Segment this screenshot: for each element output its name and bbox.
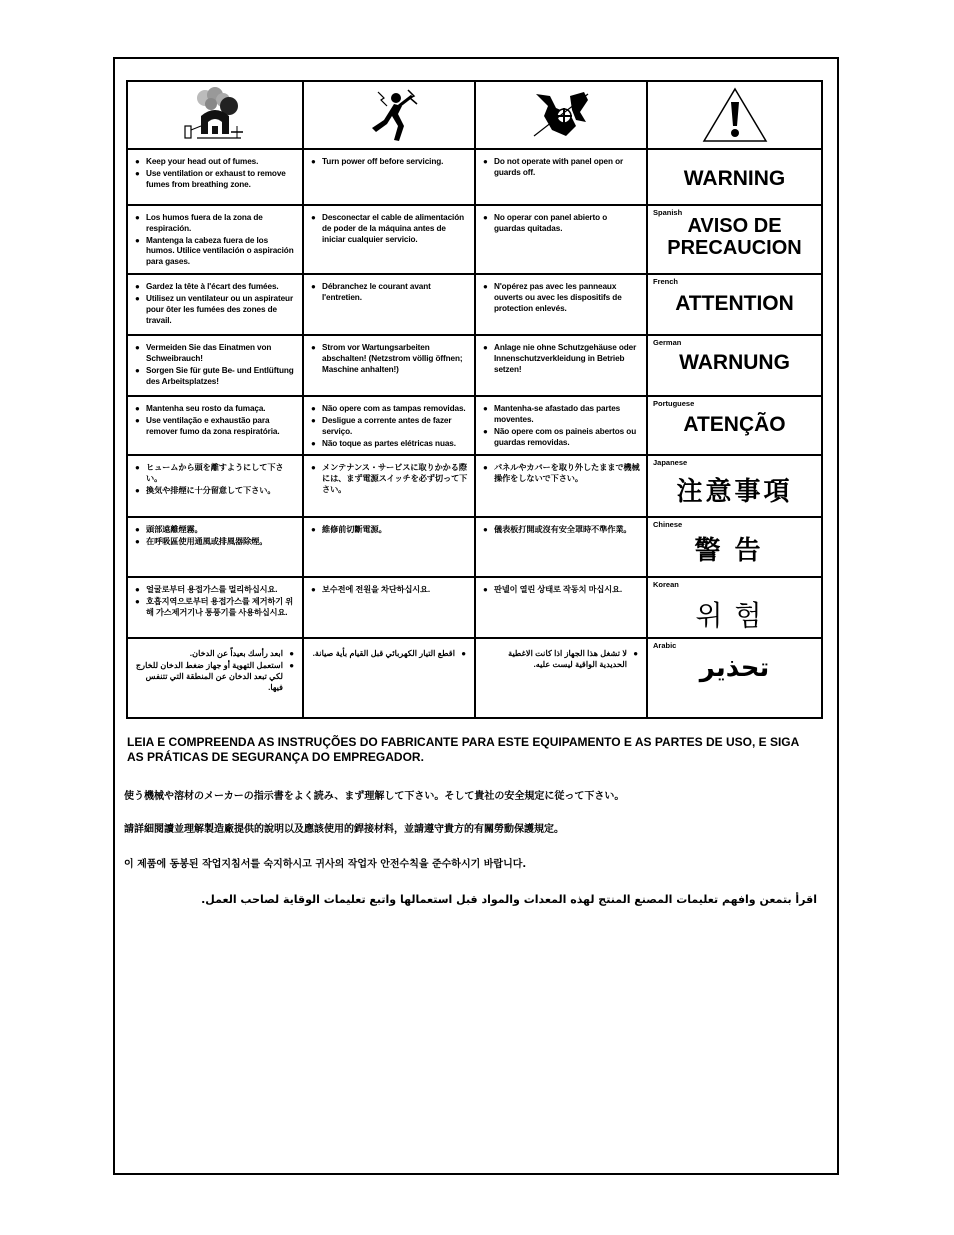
warning-word-german: WARNUNG	[679, 351, 790, 375]
list-item: ● 판넬이 열린 상태로 작동치 마십시요.	[483, 585, 640, 596]
list-item: ● لا تشغل هذا الجهاز اذا كانت الاغطية الحديدية الواقية ليست عليه.	[482, 649, 638, 671]
list-item: ● Sorgen Sie für gute Be- und Entlüftung des Arbeitsplatzes!	[135, 366, 296, 388]
warning-triangle-icon-cell	[647, 81, 822, 149]
warning-word-cell	[647, 517, 822, 577]
warning-word-french: ATTENTION	[675, 292, 794, 316]
list-item: ● Los humos fuera de la zona de respiración.	[135, 213, 296, 235]
guard-instructions-korean	[476, 578, 646, 601]
list-item: ● 在呼吸區使用通風或排風器除煙。	[135, 537, 296, 548]
list-item: ● Desconectar el cable de alimentación de poder de la máquina antes de iniciar cualquier servicio.	[311, 213, 468, 245]
shock-instructions-japanese	[304, 456, 474, 500]
warning-word-arabic: تحذير	[699, 653, 770, 684]
list-item: ● 儀表板打開或沒有安全罩時不準作業。	[483, 525, 640, 536]
language-label: Chinese	[653, 520, 683, 530]
spanish-row	[127, 205, 822, 274]
shock-instructions-korean	[304, 578, 474, 601]
list-item: ● 보수전에 전원을 차단하십시요.	[311, 585, 468, 596]
list-item: ● Mantenha seu rosto da fumaça.	[135, 404, 296, 415]
warning-word-cell	[647, 205, 822, 274]
warning-word-english: WARNING	[683, 167, 786, 190]
list-item: ● 頭部遠離煙霧。	[135, 525, 296, 536]
list-item: ● Vermeiden Sie das Einatmen von Schweibrauch!	[135, 343, 296, 365]
language-label: Japanese	[653, 458, 688, 468]
shock-instructions-english	[304, 150, 474, 173]
list-item: ● Anlage nie ohne Schutzgehäuse oder Innenschutzverkleidung in Betrieb setzen!	[483, 343, 640, 375]
language-label: Portuguese	[653, 399, 695, 409]
guard-instructions-french	[476, 275, 646, 319]
japanese-row	[127, 455, 822, 517]
list-item: ● Use ventilação e exhaustão para remover fumo da zona respiratória.	[135, 416, 296, 438]
list-item: ● 호흡지역으로부터 용접가스를 제거하기 위해 가스제거기나 통풍기를 사용하십시요.	[135, 597, 296, 619]
warning-triangle-icon	[700, 86, 770, 144]
electric-shock-icon	[354, 86, 424, 144]
korean-row	[127, 577, 822, 638]
list-item: ● Do not operate with panel open or guards off.	[483, 157, 640, 179]
moving-parts-icon	[526, 86, 596, 144]
shock-instructions-arabic	[304, 639, 474, 665]
shock-instructions-chinese	[304, 518, 474, 541]
warning-word-cell	[647, 455, 822, 517]
chinese-row	[127, 517, 822, 577]
list-item: ● Mantenga la cabeza fuera de los humos. Utilice ventilación o aspiración para gases.	[135, 236, 296, 268]
guard-instructions-english	[476, 150, 646, 184]
warning-word-spanish: AVISO DE PRECAUCION	[667, 215, 802, 259]
fume-instructions-spanish	[128, 206, 302, 273]
shock-instructions-french	[304, 275, 474, 309]
guard-instructions-german	[476, 336, 646, 380]
language-label: Korean	[653, 580, 679, 590]
shock-instructions-german	[304, 336, 474, 380]
fume-instructions-portuguese	[128, 397, 302, 442]
list-item: ● ابعد رأسك بعيداً عن الدخان.	[134, 649, 294, 660]
safety-warning-table	[126, 80, 823, 719]
icon-row	[127, 81, 822, 149]
guard-instructions-spanish	[476, 206, 646, 240]
list-item: ● استعمل التهوية أو جهاز ضغط الدخان للخارج لكي تبعد الدخان عن المنطقة التي تتنفس فيها.	[134, 661, 294, 693]
list-item: ● ヒュームから頭を離すようにして下さい。	[135, 463, 296, 485]
fume-instructions-english	[128, 150, 302, 195]
warning-word-portuguese: ATENÇÃO	[683, 413, 786, 437]
language-label: Arabic	[653, 641, 677, 651]
list-item: ● No operar con panel abierto o guardas quitadas.	[483, 213, 640, 235]
warning-word-korean: 위험	[695, 599, 774, 633]
fume-instructions-german	[128, 336, 302, 392]
warning-word-cell	[647, 577, 822, 638]
fume-instructions-japanese	[128, 456, 302, 501]
list-item: ● Keep your head out of fumes.	[135, 157, 296, 168]
moving-parts-icon-cell	[475, 81, 647, 149]
footer-portuguese: LEIA E COMPREENDA AS INSTRUÇÕES DO FABRICANTE PARA ESTE EQUIPAMENTO E AS PARTES DE USO, E SIGA AS PRÁTICAS DE SEGURANÇA DO EMPREGADOR.	[127, 735, 799, 764]
list-item: ● 얼굴로부터 용접가스를 멀리하십시요.	[135, 585, 296, 596]
list-item: ● パネルやカバーを取り外したままで機械操作をしないで下さい。	[483, 463, 640, 485]
list-item: ● N'opérez pas avec les panneaux ouverts ou avec les dispositifs de protection enlevés.	[483, 282, 640, 314]
footer-japanese: 使う機械や溶材のメーカーの指示書をよく読み、まず理解して下さい。そして貴社の安全規定に従って下さい。	[124, 791, 625, 802]
language-label: Spanish	[653, 208, 683, 217]
list-item: ● Mantenha-se afastado das partes moventes.	[483, 404, 640, 426]
fumes-icon-cell	[127, 81, 303, 149]
list-item: ● Turn power off before servicing.	[311, 157, 468, 168]
list-item: ● Utilisez un ventilateur ou un aspirateur pour ôter les fumées des zones de travail.	[135, 294, 296, 326]
list-item: ● Gardez la tête à l'écart des fumées.	[135, 282, 296, 293]
fume-instructions-french	[128, 275, 302, 331]
warning-word-cell	[647, 396, 822, 455]
german-row	[127, 335, 822, 396]
shock-instructions-portuguese	[304, 397, 474, 454]
fume-instructions-arabic	[128, 639, 302, 698]
warning-word-chinese: 警告	[694, 536, 775, 567]
warning-word-japanese: 注意事項	[676, 477, 793, 508]
english-row	[127, 149, 822, 205]
footer-arabic: اقرأ بتمعن وافهم تعليمات المصنع المنتج لهذه المعدات والمواد قبل استعمالها واتبع تعليمات الوقاية لصاحب العمل.	[201, 893, 817, 906]
list-item: ● 維修前切斷電源。	[311, 525, 468, 536]
electric-shock-icon-cell	[303, 81, 475, 149]
list-item: ● Não toque as partes elétricas nuas.	[311, 439, 468, 450]
guard-instructions-japanese	[476, 456, 646, 490]
fume-instructions-korean	[128, 578, 302, 623]
warning-word-cell	[647, 335, 822, 396]
footer-chinese: 請詳細閱讀並理解製造廠提供的說明以及應該使用的銲接材料，並請遵守貴方的有關勞動保護規定。	[124, 824, 564, 835]
warning-word-cell	[647, 149, 822, 205]
warning-word-cell	[647, 274, 822, 335]
list-item: ● 換気や排煙に十分留意して下さい。	[135, 486, 296, 497]
list-item: ● Débranchez le courant avant l'entretien.	[311, 282, 468, 304]
shock-instructions-spanish	[304, 206, 474, 250]
fumes-icon	[175, 86, 255, 144]
portuguese-row	[127, 396, 822, 455]
language-label: French	[653, 277, 679, 287]
fume-instructions-chinese	[128, 518, 302, 553]
guard-instructions-portuguese	[476, 397, 646, 453]
list-item: ● اقطع التيار الكهربائي قبل القيام بأية صيانة.	[310, 649, 466, 660]
language-label: German	[653, 338, 682, 348]
french-row	[127, 274, 822, 335]
guard-instructions-chinese	[476, 518, 646, 541]
list-item: ● Strom vor Wartungsarbeiten abschalten! (Netzstrom völlig öffnen; Maschine anhalten!)	[311, 343, 468, 375]
warning-word-cell	[647, 638, 822, 718]
footer-korean: 이 제품에 동봉된 작업지침서를 숙지하시고 귀사의 작업자 안전수칙을 준수하시기 바랍니다.	[124, 859, 527, 870]
list-item: ● Não opere com as tampas removidas.	[311, 404, 468, 415]
arabic-row	[127, 638, 822, 718]
list-item: ● Desligue a corrente antes de fazer serviço.	[311, 416, 468, 438]
list-item: ● Use ventilation or exhaust to remove fumes from breathing zone.	[135, 169, 296, 191]
list-item: ● メンテナンス・サービスに取りかかる際には、まず電源スイッチを必ず切って下さい。	[311, 463, 468, 495]
list-item: ● Não opere com os paineis abertos ou guardas removidas.	[483, 427, 640, 449]
guard-instructions-arabic	[476, 639, 646, 676]
